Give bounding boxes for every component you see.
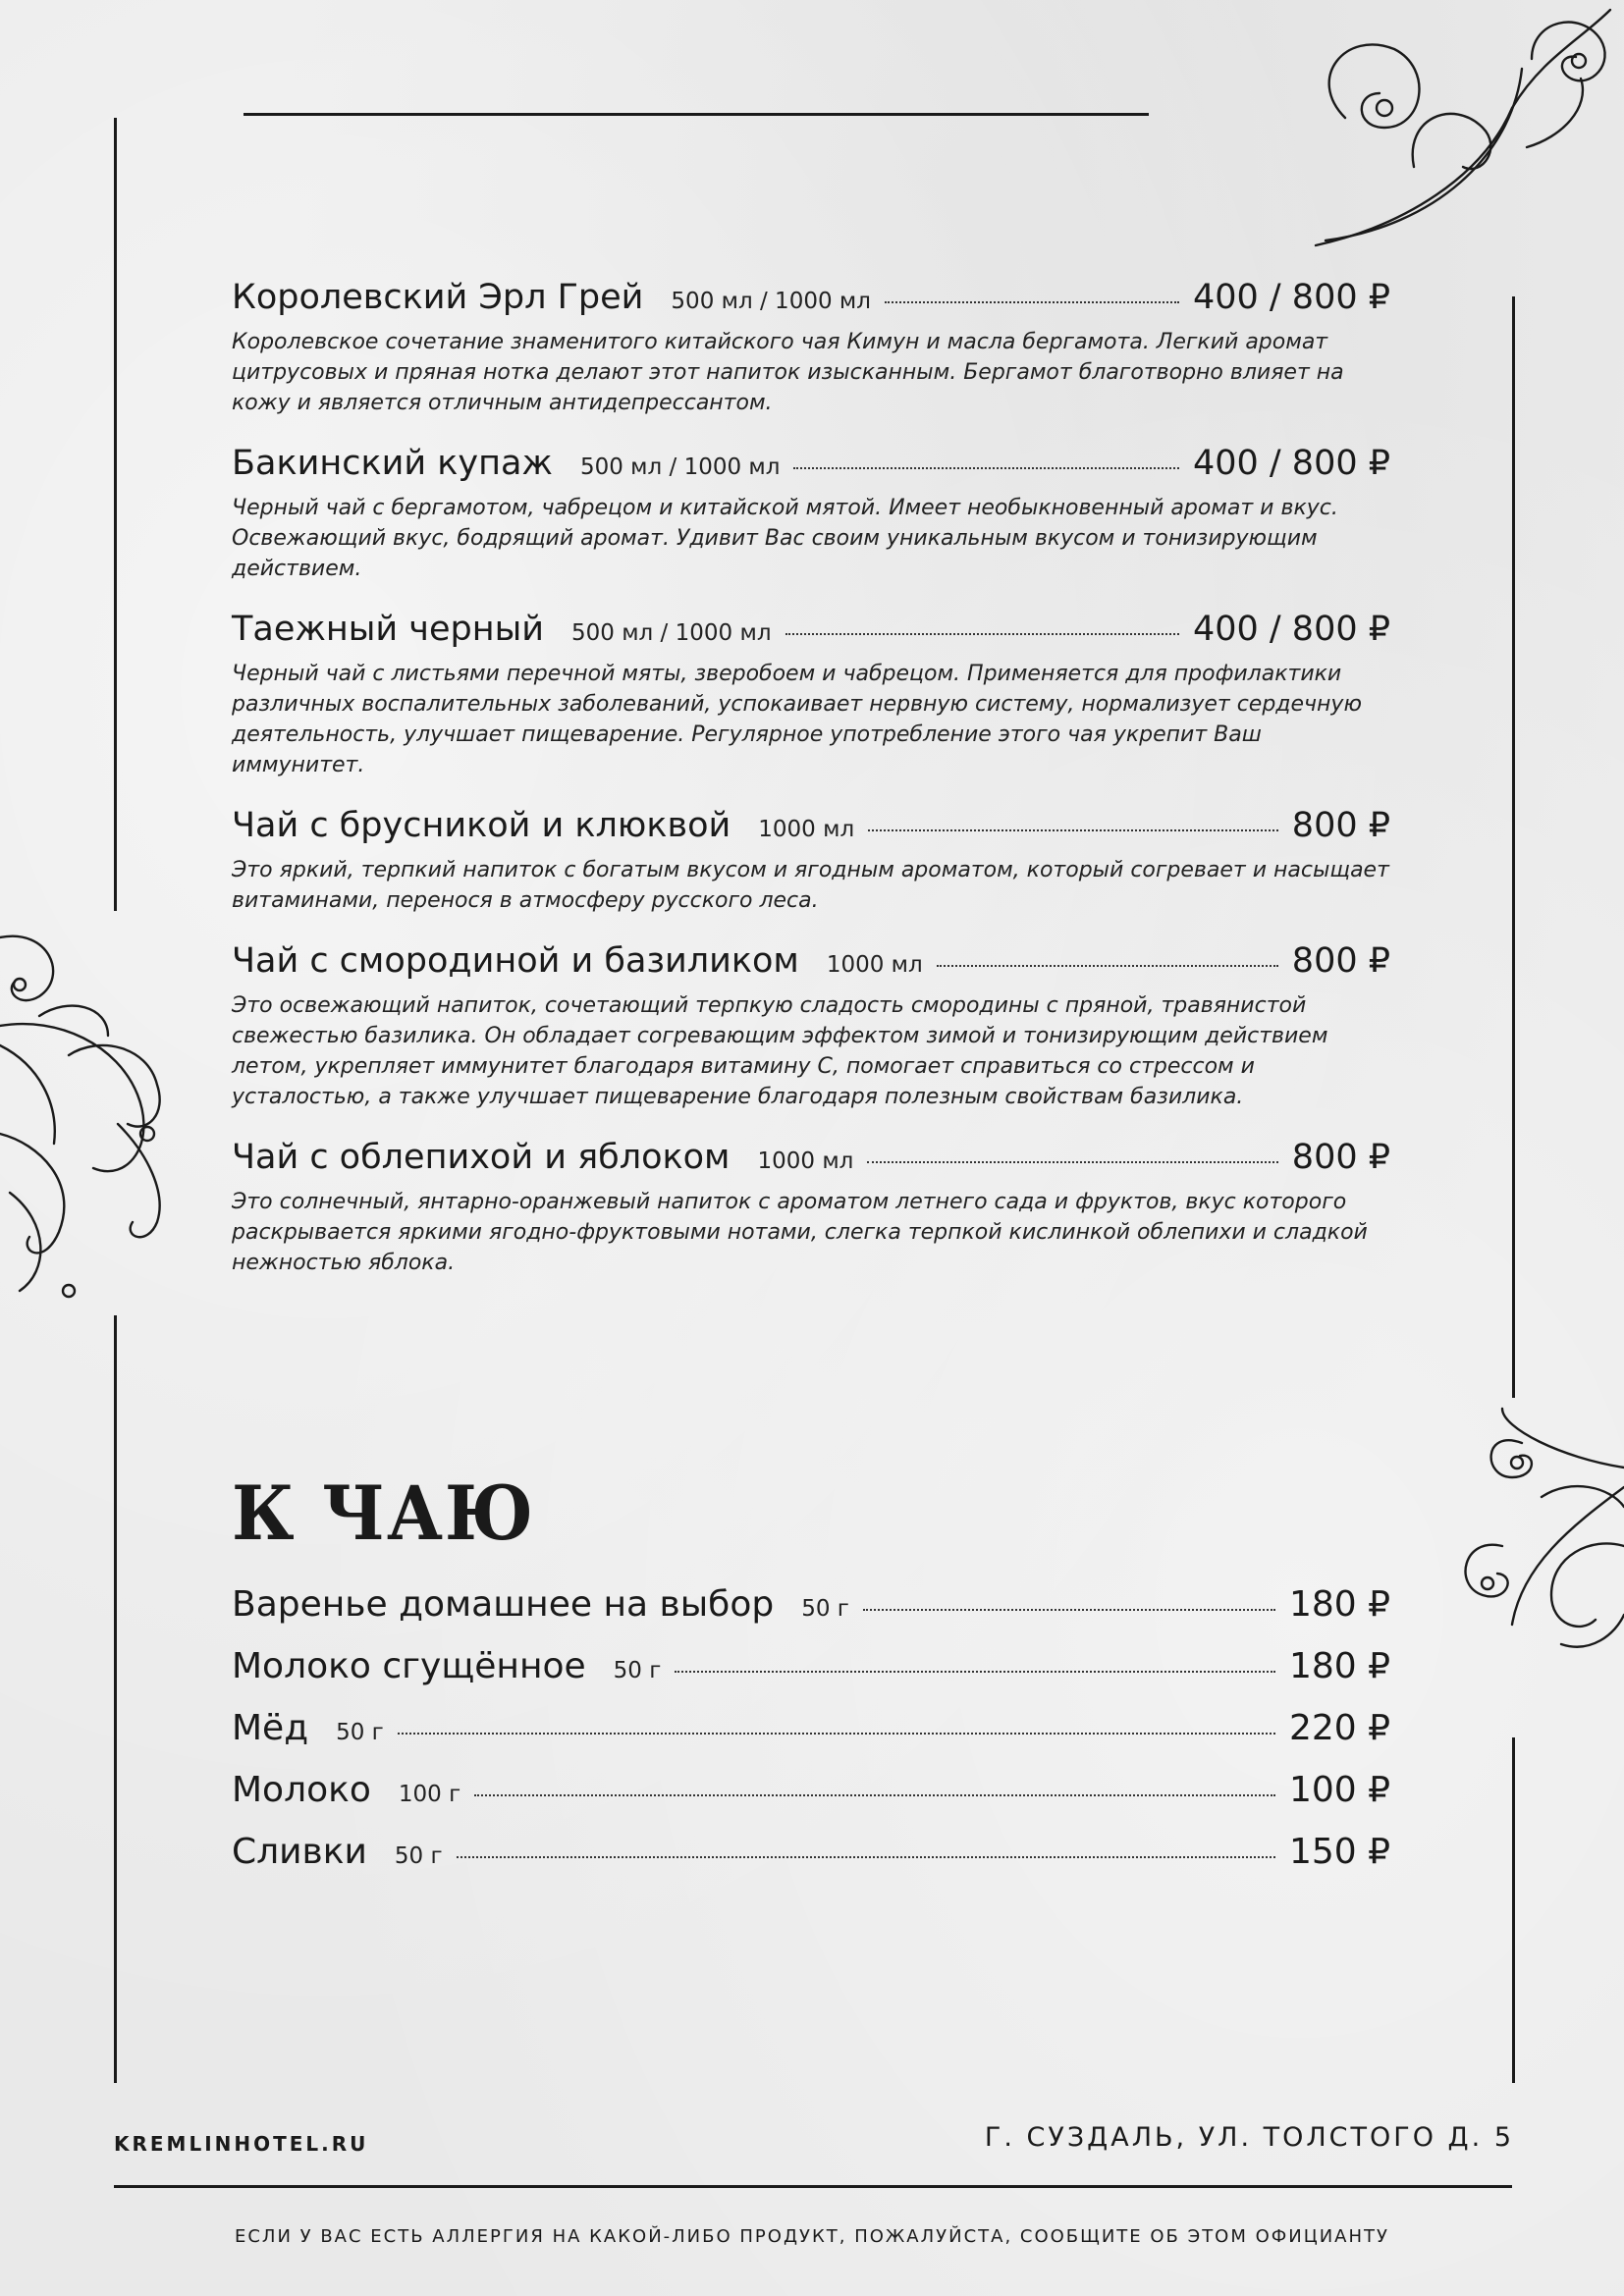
allergy-note: ЕСЛИ У ВАС ЕСТЬ АЛЛЕРГИЯ НА КАКОЙ-ЛИБО ПРОДУКТ, ПОЖАЛУЙСТА, СООБЩИТЕ ОБ ЭТОМ ОФИЦИАНТУ [234, 2226, 1389, 2247]
menu-item [232, 1138, 1390, 1278]
menu-item [232, 610, 1390, 780]
extras-row [232, 1832, 1390, 1894]
section-title: К ЧАЮ [232, 1468, 536, 1558]
extra-name: Сливки [232, 1832, 367, 1872]
item-price: 800 ₽ [1291, 941, 1390, 981]
menu-item-row [232, 806, 1390, 845]
extra-name: Варенье домашнее на выбор [232, 1584, 775, 1625]
item-description: Черный чай с бергамотом, чабрецом и китайской мятой. Имеет необыкновенный аромат и вкус. Освежающий вкус, бодрящий аромат. Удивит Вас своим уникальным вкусом и тонизирующим действием. [232, 496, 1338, 581]
address: Г. СУЗДАЛЬ, УЛ. ТОЛСТОГО Д. 5 [984, 2122, 1514, 2153]
item-volume: 1000 мл [758, 817, 855, 842]
extra-price: 100 ₽ [1288, 1770, 1390, 1810]
menu-item-row [232, 941, 1390, 981]
extra-price: 180 ₽ [1288, 1646, 1390, 1686]
item-description: Это освежающий напиток, сочетающий терпкую сладость смородины с пряной, травянистой свежестью базилика. Он обладает согревающим эффектом зимой и тонизирующим действием летом, укрепляет иммунитет благодаря витамину C, помогает справиться со стрессом и усталостью, а также улучшает пищеварение благодаря полезным свойствам базилика. [232, 993, 1328, 1109]
extra-price: 180 ₽ [1288, 1584, 1390, 1625]
item-name: Таежный черный [232, 610, 544, 649]
extra-volume: 50 г [336, 1720, 384, 1745]
extra-name: Мёд [232, 1708, 309, 1748]
extra-volume: 100 г [398, 1782, 461, 1807]
footer-rule [114, 2185, 1512, 2188]
extras-row [232, 1770, 1390, 1832]
item-name: Бакинский купаж [232, 444, 553, 483]
extra-price: 150 ₽ [1288, 1832, 1390, 1872]
extra-name: Молоко сгущённое [232, 1646, 586, 1686]
item-description: Черный чай с листьями перечной мяты, зверобоем и чабрецом. Применяется для профилактики различных воспалительных заболеваний, успокаивает нервную систему, нормализует сердечную деятельность, улучшает пищеварение. Регулярное употребление этого чая укрепит Ваш иммунитет. [232, 662, 1362, 777]
right-swirl-ornament [1443, 1399, 1624, 1664]
dot-leader [675, 1671, 1275, 1673]
item-name: Чай с облепихой и яблоком [232, 1138, 731, 1177]
extra-price: 220 ₽ [1288, 1708, 1390, 1748]
item-volume: 1000 мл [826, 952, 923, 978]
item-volume: 500 мл / 1000 мл [570, 620, 772, 646]
menu-item-row [232, 1138, 1390, 1177]
item-description: Это яркий, терпкий напиток с богатым вкусом и ягодным ароматом, который согревает и насыщает витаминами, перенося в атмосферу русского леса. [232, 858, 1389, 913]
dot-leader [398, 1733, 1275, 1735]
extra-volume: 50 г [394, 1843, 443, 1869]
item-price: 400 / 800 ₽ [1192, 444, 1390, 483]
extra-name: Молоко [232, 1770, 371, 1810]
item-price: 800 ₽ [1291, 806, 1390, 845]
item-name: Чай с смородиной и базиликом [232, 941, 799, 981]
extras-row [232, 1708, 1390, 1770]
item-price: 400 / 800 ₽ [1192, 278, 1390, 317]
item-description: Это солнечный, янтарно-оранжевый напиток с ароматом летнего сада и фруктов, вкус которого раскрывается яркими ягодно-фруктовыми нотами, слегка терпкой кислинкой облепихи и сладкой нежностью яблока. [232, 1190, 1368, 1275]
extras-row [232, 1646, 1390, 1708]
dot-leader [937, 965, 1278, 967]
right-border-line-lower [1512, 1737, 1515, 2083]
website-link[interactable]: KREMLINHOTEL.RU [114, 2132, 369, 2156]
menu-item-row [232, 610, 1390, 649]
dot-leader [785, 633, 1179, 635]
top-rule [244, 113, 1149, 116]
item-price: 800 ₽ [1291, 1138, 1390, 1177]
top-right-swirl-ornament [1286, 0, 1624, 255]
left-border-line [114, 118, 117, 911]
dot-leader [457, 1856, 1275, 1858]
dot-leader [863, 1609, 1275, 1611]
menu-item [232, 941, 1390, 1112]
left-swirl-ornament [0, 898, 196, 1320]
extras-row [232, 1584, 1390, 1646]
menu-item-row [232, 278, 1390, 317]
item-price: 400 / 800 ₽ [1192, 610, 1390, 649]
item-description: Королевское сочетание знаменитого китайского чая Кимун и масла бергамота. Легкий аромат цитрусовых и пряная нотка делают этот напиток изысканным. Бергамот благотворно влияет на кожу и является отличным антидепрессантом. [232, 330, 1344, 415]
extra-volume: 50 г [801, 1596, 849, 1622]
left-border-line-lower [114, 1315, 117, 2083]
item-volume: 500 мл / 1000 мл [579, 454, 781, 480]
right-border-line [1512, 296, 1515, 1398]
extras-list [232, 1584, 1390, 1894]
dot-leader [474, 1794, 1275, 1796]
item-name: Чай с брусникой и клюквой [232, 806, 731, 845]
dot-leader [868, 829, 1278, 831]
item-name: Королевский Эрл Грей [232, 278, 644, 317]
dot-leader [793, 467, 1178, 469]
menu-item [232, 278, 1390, 418]
menu-item [232, 806, 1390, 916]
dot-leader [867, 1161, 1277, 1163]
dot-leader [885, 301, 1179, 303]
item-volume: 1000 мл [757, 1148, 854, 1174]
item-volume: 500 мл / 1000 мл [671, 289, 871, 314]
extra-volume: 50 г [613, 1658, 662, 1683]
tea-menu [232, 278, 1390, 1304]
menu-item [232, 444, 1390, 584]
menu-item-row [232, 444, 1390, 483]
